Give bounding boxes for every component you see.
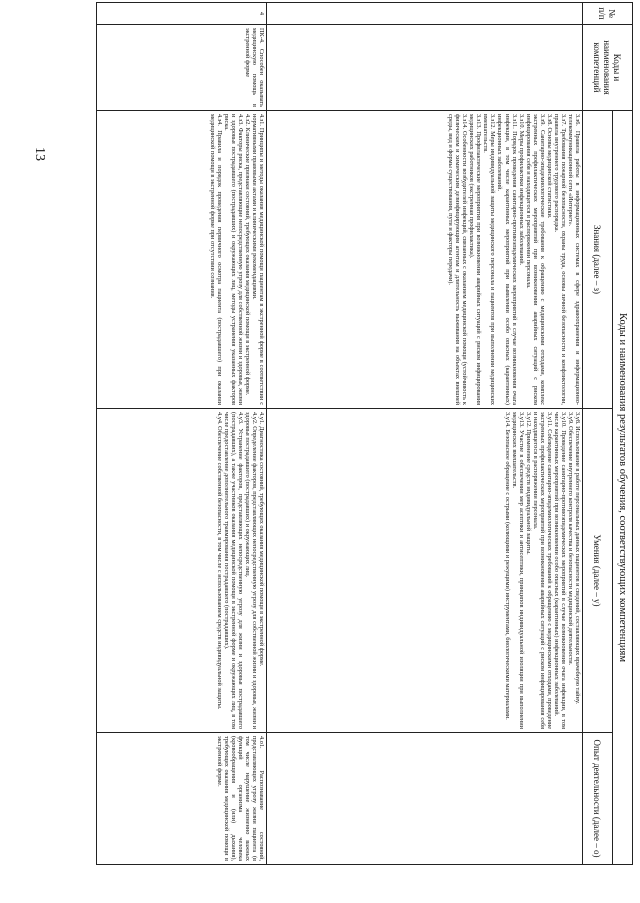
skills-item: 4.у2. Определение факторов, представляющих непосредственную угрозу для собственной жизни и здоровья, жизни и здоровья пострадавшего (пострадавших) и окружающих лиц. — [243, 412, 258, 729]
skills-item: 3.у11. Соблюдение санитарно-эпидемиологических требований к обращению с медицинскими отходами, проведение экстренных профилактических мероприятий при возникновении аварийных ситуаций с риском инфицирования себя и находящегося в распоряжении персонала. — [531, 412, 553, 729]
competence-table — [96, 2, 633, 865]
header-results-group: Коды и наименования результатов обучения, соответствующих компетенциям — [613, 111, 633, 865]
skills-item: 3.у10. Проведение санитарно-противоэпидемических мероприятий в случае возникновения очага инфекции, в том числе карантинных мероприятий при возникновении особо опасных (карантинных) инфекционных заболеваний. — [552, 412, 567, 729]
knowledge-item: 4.з1. Принципы и методы оказания медицинской помощи пациентам в экстренной форме в соответствии с нормативными правовыми актами и клиническими рекомендациями. — [250, 114, 265, 405]
skills-cell — [97, 409, 267, 733]
knowledge-item: 3.з12. Меры индивидуальной защиты медицинского персонала и пациентов при выполнении медицинских вмешательств. — [482, 114, 497, 405]
knowledge-item: 3.з6. Правила работы в информационных системах в сфере здравоохранения и информационно-телекоммуникационной сети «Интернет». — [566, 114, 581, 405]
skills-item: 4.у3. Устранение факторов, представляющих непосредственную угрозу для жизни и здоровья пострадавшего (пострадавших), а также участников оказания медицинской помощи в экстренной форме и окружающих лиц, в том числе предоставление дополнительного травмирования пострадавшего (пострадавших). — [222, 412, 244, 729]
knowledge-cell — [97, 111, 267, 409]
knowledge-item: 4.з3. Факторы риска, представляющие непосредственную угрозу для собственной жизни и здоровья, жизни и здоровья пострадавшего (пострадавших) и окружающих лиц, методы устранения указанных факторов риска. — [222, 114, 244, 405]
table-body — [97, 3, 583, 865]
knowledge-item: 3.з14. Особенности возбудителей инфекций, связанных с оказанием медицинской помощи (устойчивость к физическим и химическим дезинфицирующим агентам и длительность выживания на объектах внешней среды, вид и формы существования, пути и факторы передачи). — [447, 114, 469, 405]
rotated-sheet — [53, 2, 633, 864]
knowledge-item: 3.з7. Требования пожарной безопасности, охраны труда, основы личной безопасности и конфликтологии, правила внутреннего трудового распорядка. — [552, 114, 567, 405]
competence-cell: ПК-4. Способен оказывать медицинскую помощь в экстренной форме — [97, 25, 267, 111]
header-skills: Умения (далее – у) — [583, 409, 613, 733]
table-row — [267, 3, 583, 865]
row-number-cell — [267, 3, 583, 25]
experience-cell — [267, 733, 583, 865]
header-knowledge: Знания (далее – з) — [583, 111, 613, 409]
skills-item: 3.у12. Применение средств индивидуальной защиты. — [524, 412, 532, 555]
page-number: 13 — [32, 147, 47, 161]
skills-item: 4.у4. Обеспечение собственной безопасности, в том числе с использованием средств индивидуальной защиты. — [215, 412, 223, 710]
knowledge-item: 4.з4. Правила и порядок проведения первичного осмотра пациента (пострадавшего) при оказании медицинской помощи в экстренной форме при отсутствии сознания. — [208, 114, 223, 405]
competence-cell — [267, 25, 583, 111]
knowledge-item: 3.з8. Основы медицинской статистики. — [545, 114, 553, 219]
experience-cell — [97, 733, 267, 865]
skills-item: 3.у9. Обеспечение внутреннего контроля качества и безопасности медицинской деятельности. — [566, 412, 574, 666]
row-number-cell: 4 — [97, 3, 267, 25]
skills-item: 3.у13. Участие в обеспечении мер асептики и антисептики, принципов индивидуальной изоляции при выполнении медицинских вмешательств. — [510, 412, 525, 729]
header-competence: Коды и наименования компетенций — [583, 25, 633, 111]
header-experience: Опыт деятельности (далее – о) — [583, 733, 613, 865]
skills-cell — [267, 409, 583, 733]
table-row — [97, 3, 267, 865]
skills-item: 4.у1. Диагностика состояний, требующих оказания медицинской помощи в экстренной форме. — [258, 412, 265, 667]
knowledge-item: 3.з9. Санитарно-эпидемиологические требования к обращению с медицинскими отходами, комплекс экстренных профилактических мероприятий при возникновении аварийных ситуаций с риском инфицирования себя и находящегося в распоряжении персонала. — [524, 114, 546, 405]
experience-item: 4.о1. Распознавание состояний, представляющих угрозу жизни пациента (в том числе нарушение жизненно важных функций организма человека (кровообращения и (или) дыхания), требующих оказания медицинской помощи в экстренной форме. — [215, 736, 265, 862]
knowledge-item: 4.з2. Клинические признаки состояний, требующих оказания медицинской помощи в экстренной форме. — [243, 114, 251, 396]
knowledge-item: 3.з13. Профилактические мероприятия при возникновении аварийных ситуаций с риском инфицирования медицинских работников (экстренная профилактика). — [468, 114, 483, 405]
skills-item: 3.у8. Использование в работе персональных данных пациентов и сведений, составляющих врачебную тайну. — [574, 412, 581, 704]
knowledge-item: 3.з10. Меры профилактики инфекционных заболеваний. — [517, 114, 525, 266]
knowledge-cell — [267, 111, 583, 409]
knowledge-item: 3.з11. Порядок проведения санитарно-противоэпидемических мероприятий в случае возникновения очага инфекции, в том числе карантинных мероприятий при выявлении особо опасных (карантинных) инфекционных заболеваний. — [496, 114, 518, 405]
competence-table-wrapper — [73, 2, 633, 864]
header-num: № п/п — [583, 3, 633, 25]
skills-item: 3.у14. Безопасное обращение с острыми (колющими и режущими) инструментами, биологическими материалами. — [503, 412, 511, 720]
